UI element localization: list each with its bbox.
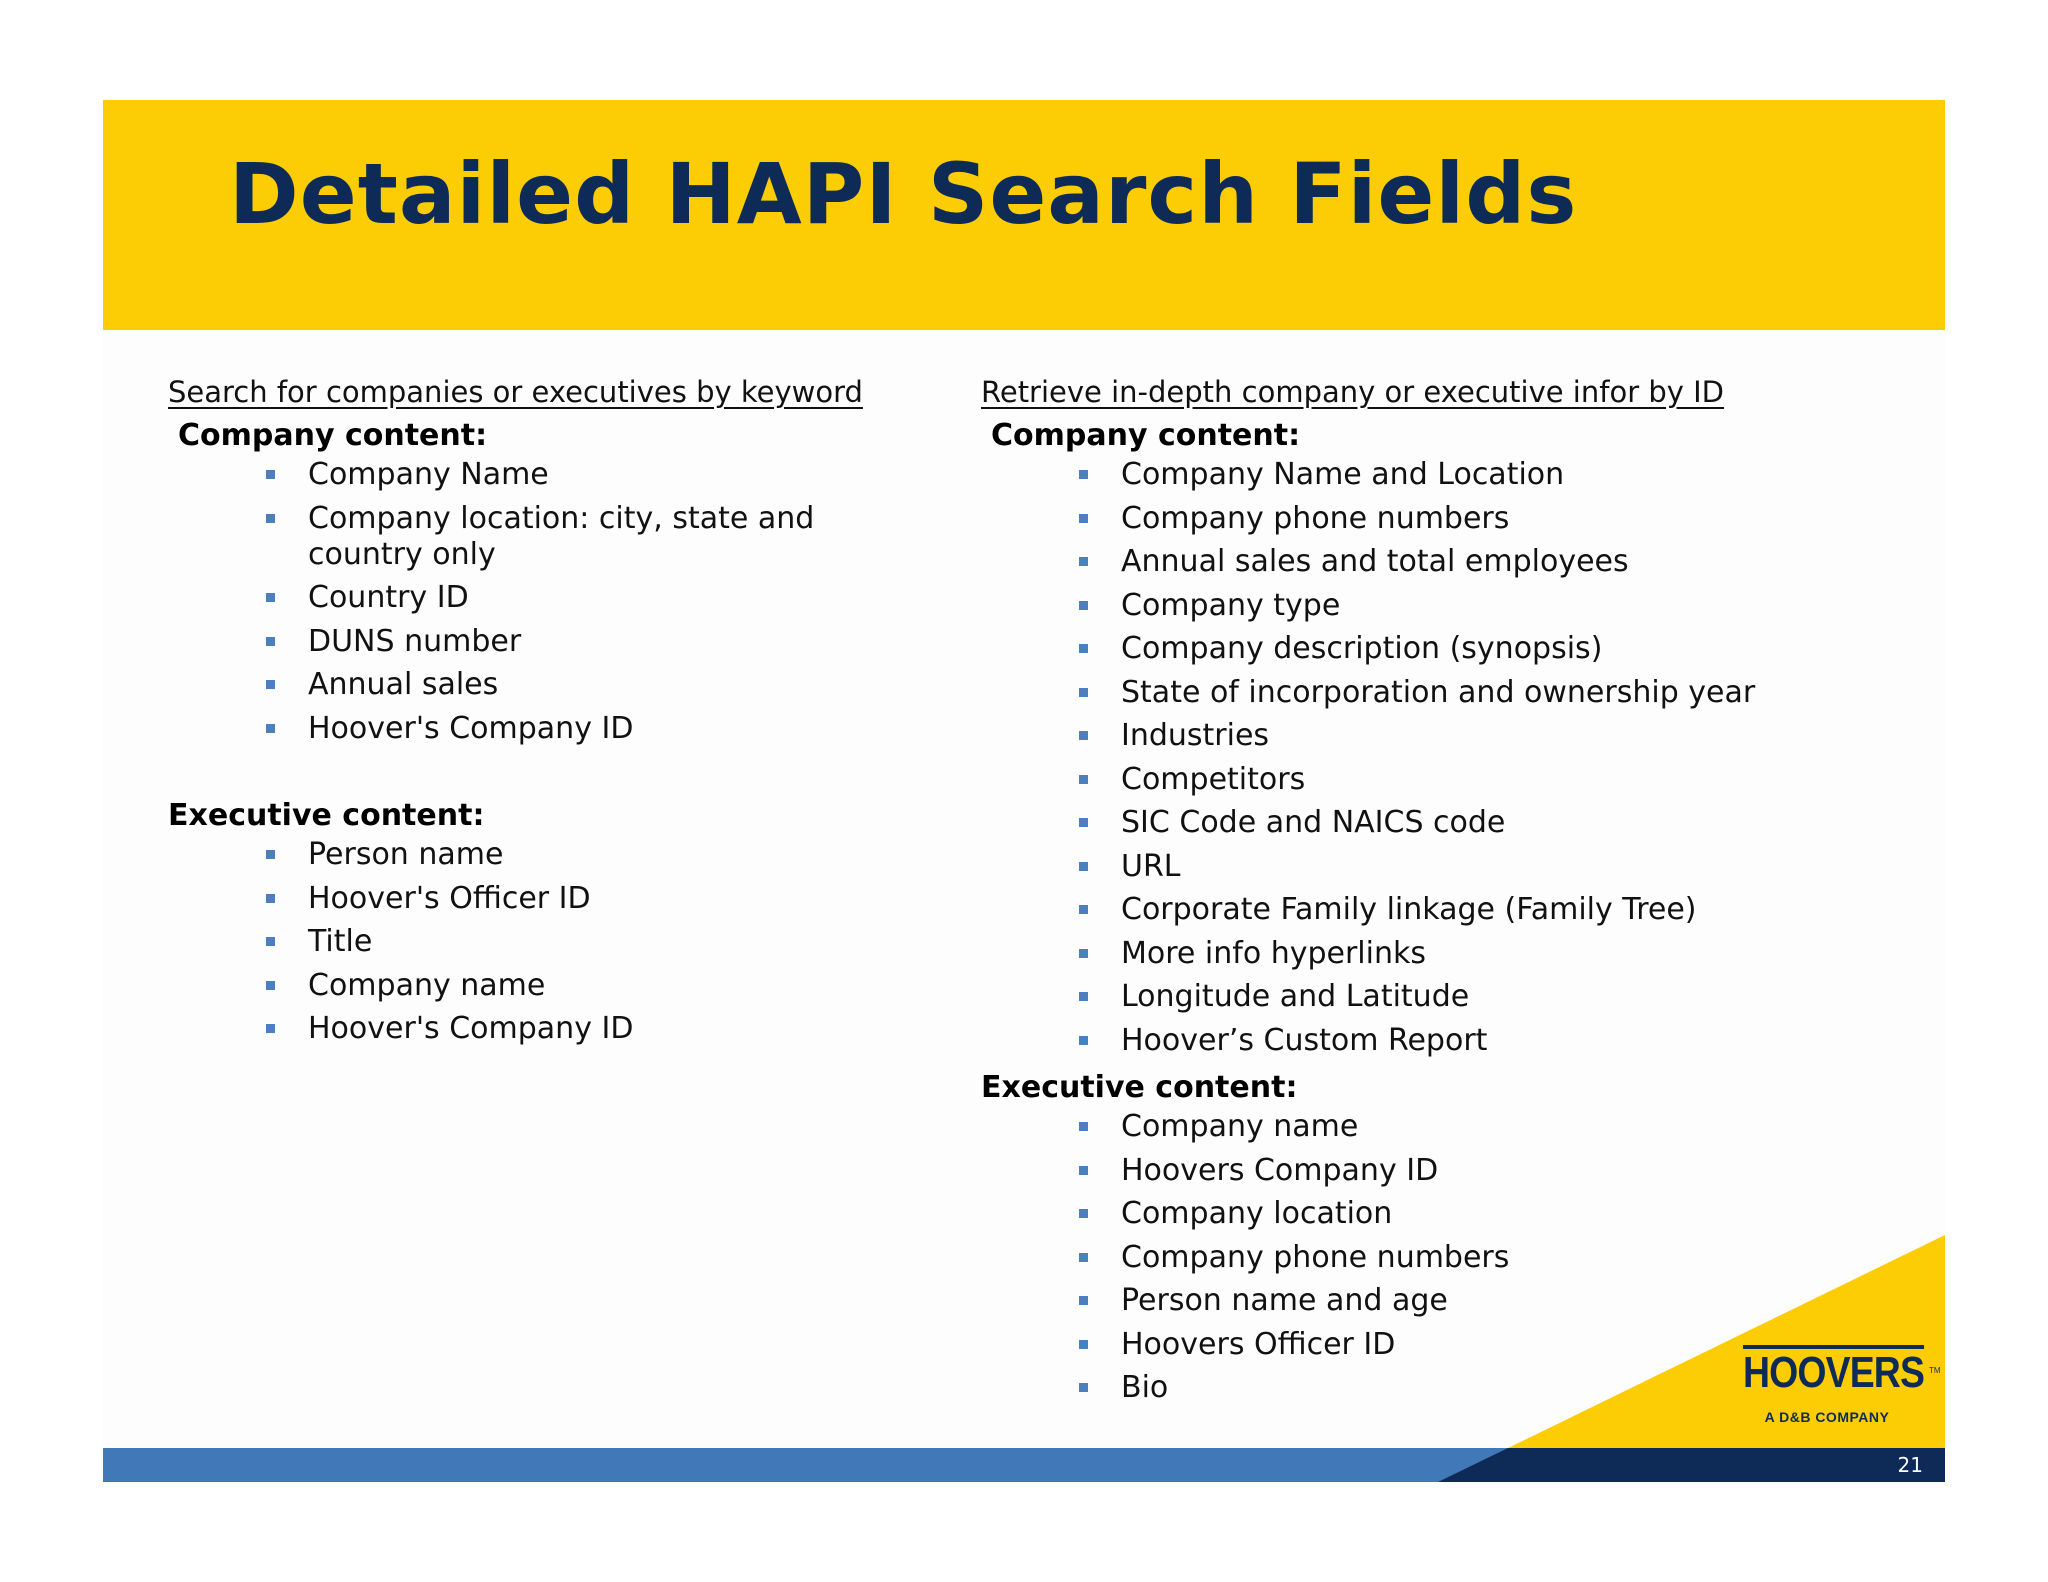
- list-item: Hoover's Officer ID: [266, 881, 908, 917]
- right-executive-content-heading: Executive content:: [981, 1070, 1298, 1105]
- list-item: Company location: [1079, 1196, 1861, 1232]
- list-item: Company type: [1079, 588, 1861, 624]
- list-item: Annual sales and total employees: [1079, 544, 1861, 580]
- list-item: Company phone numbers: [1079, 1240, 1861, 1276]
- list-item: DUNS number: [266, 624, 908, 660]
- list-item: URL: [1079, 849, 1861, 885]
- slide-title: Detailed HAPI Search Fields: [229, 145, 1578, 243]
- list-item: Hoover’s Custom Report: [1079, 1023, 1861, 1059]
- trademark-mark: TM: [1929, 1366, 1941, 1375]
- hoovers-logo: [1727, 1345, 1927, 1425]
- left-company-content-heading: Company content:: [178, 418, 488, 453]
- list-item: Person name and age: [1079, 1283, 1861, 1319]
- logo-tagline: A D&B COMPANY: [1764, 1409, 1890, 1425]
- list-item: Hoovers Officer ID: [1079, 1327, 1861, 1363]
- list-item: Industries: [1079, 718, 1861, 754]
- list-item: Company Name: [266, 457, 908, 493]
- slide: [103, 100, 1945, 1482]
- list-item: Longitude and Latitude: [1079, 979, 1861, 1015]
- list-item: Bio: [1079, 1370, 1861, 1406]
- list-item: Company location: city, state and country only: [266, 501, 868, 573]
- list-item: Country ID: [266, 580, 908, 616]
- list-item: Title: [266, 924, 908, 960]
- left-column-heading: Search for companies or executives by keyword: [168, 375, 863, 409]
- list-item: Company Name and Location: [1079, 457, 1861, 493]
- list-item: SIC Code and NAICS code: [1079, 805, 1861, 841]
- list-item: More info hyperlinks: [1079, 936, 1861, 972]
- list-item: Hoover's Company ID: [266, 711, 908, 747]
- list-item: Annual sales: [266, 667, 908, 703]
- list-item: Hoover's Company ID: [266, 1011, 908, 1047]
- list-item: Person name: [266, 837, 908, 873]
- list-item: Company phone numbers: [1079, 501, 1861, 537]
- list-item: Company description (synopsis): [1079, 631, 1861, 667]
- right-company-content-heading: Company content:: [991, 418, 1301, 453]
- list-item: State of incorporation and ownership year: [1079, 675, 1861, 711]
- list-item: Competitors: [1079, 762, 1861, 798]
- list-item: Corporate Family linkage (Family Tree): [1079, 892, 1861, 928]
- logo-wordmark: HOOVERS: [1743, 1345, 1924, 1395]
- page-number: 21: [1897, 1453, 1923, 1477]
- corner-decoration: [103, 100, 1945, 1482]
- list-item: Hoovers Company ID: [1079, 1153, 1861, 1189]
- left-executive-content-heading: Executive content:: [168, 798, 485, 833]
- list-item: Company name: [266, 968, 908, 1004]
- right-column-heading: Retrieve in-depth company or executive infor by ID: [981, 375, 1725, 409]
- list-item: Company name: [1079, 1109, 1861, 1145]
